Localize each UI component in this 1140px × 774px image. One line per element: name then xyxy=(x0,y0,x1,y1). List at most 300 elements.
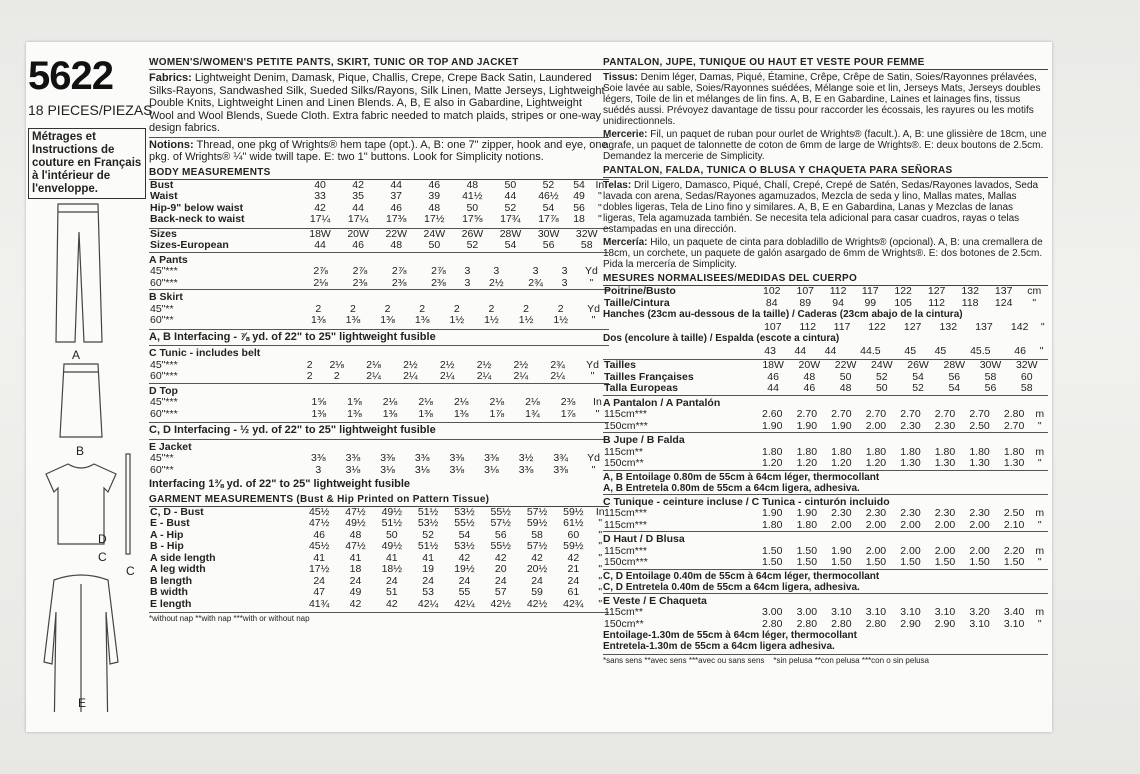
cell-value: 2½ xyxy=(476,358,492,371)
cell-value: 56 xyxy=(573,201,585,214)
mesures-header: MESURES NORMALISEES/MEDIDAS DEL CUERPO xyxy=(603,272,1048,286)
row-label: E length xyxy=(150,597,192,610)
cell-value: 2½ xyxy=(489,276,504,289)
cell-value: 55½ xyxy=(490,505,511,518)
cell-value: 44 xyxy=(767,382,779,394)
yardage-table xyxy=(603,409,1048,432)
cell-value: 42 xyxy=(385,597,398,610)
cell-value: 49½ xyxy=(381,540,402,552)
cell-value: 2 xyxy=(453,302,460,315)
yardage-table xyxy=(149,397,609,420)
cell-value: 59½ xyxy=(563,540,584,552)
table-row xyxy=(149,541,609,553)
cell-value: 1.80 xyxy=(865,445,887,458)
cell-value: 24 xyxy=(458,574,471,587)
cell-value: 24 xyxy=(422,574,434,587)
cell-value: 48 xyxy=(428,201,441,214)
cell-value: 57½ xyxy=(526,540,548,552)
cell-value: 59½ xyxy=(526,517,548,529)
unit: " xyxy=(597,213,602,225)
row-label: 45"*** xyxy=(150,265,178,277)
cell-value: 35 xyxy=(352,190,364,202)
cell-value: 24 xyxy=(313,574,325,587)
row-label: 60"*** xyxy=(150,276,178,289)
table-row xyxy=(603,607,1048,619)
cell-value: 2.90 xyxy=(934,617,956,630)
cell-value: 2 xyxy=(488,302,495,315)
dos-label: Dos (encolure à taille) / Espalda (escote a cintura) xyxy=(603,333,840,344)
cell-value: 57½ xyxy=(490,517,511,529)
cell-value: 18½ xyxy=(381,563,402,575)
row-label: 45"** xyxy=(150,452,174,464)
cell-value: 2¾ xyxy=(550,358,565,371)
cell-value: 56 xyxy=(984,382,997,394)
cell-value: 42 xyxy=(567,551,580,564)
cell-value: 1⅜ xyxy=(380,314,395,326)
table-row xyxy=(149,191,609,203)
cell-value: 57½ xyxy=(526,505,548,518)
cell-value: 43 xyxy=(764,344,776,357)
cell-value: 3.10 xyxy=(969,617,990,630)
notions-text: Notions: Thread, one pkg of Wrights® hem tape (opt.). A, B: one 7" zipper, hook and eye, one pkg. of Wrights® ¼" wide twill tape. E: two 1" buttons. Look for Simplicity notions. xyxy=(149,138,608,163)
cell-value: 2.00 xyxy=(831,518,852,531)
entretela-e: Entretela-1.30m de 55cm a 64cm ligera adhesiva. xyxy=(603,641,835,652)
cell-value: 105 xyxy=(894,296,912,309)
cell-value: 112 xyxy=(799,320,817,333)
cell-value: 20½ xyxy=(526,563,548,575)
unit xyxy=(1045,383,1048,395)
row-label: 60"** xyxy=(150,314,174,326)
cell-value: 46½ xyxy=(538,190,559,202)
yardage-e xyxy=(149,439,609,477)
dos-table xyxy=(603,346,1048,358)
cell-value: 45½ xyxy=(308,540,330,552)
unit xyxy=(1045,372,1048,384)
cell-value: 61 xyxy=(567,586,580,598)
cell-value: 1.90 xyxy=(796,419,818,432)
cell-value: 1.90 xyxy=(831,419,852,432)
cell-value: 142 xyxy=(1010,320,1029,333)
cell-value: 57 xyxy=(494,586,507,598)
spanish-title: PANTALON, FALDA, TUNICA O BLUSA Y CHAQUETA PARA SEÑORAS xyxy=(603,164,1048,178)
cell-value: 3 xyxy=(532,265,539,277)
cell-value: 3⅜ xyxy=(380,452,395,464)
unit: " xyxy=(589,276,594,289)
cell-value: 1.80 xyxy=(900,445,921,458)
row-label: B - Hip xyxy=(150,540,184,552)
cell-value: 2.60 xyxy=(762,408,783,420)
cell-value: 2.10 xyxy=(1003,518,1025,531)
table-row xyxy=(149,564,609,576)
cell-value: 2½ xyxy=(439,358,455,371)
cell-value: 17⅜ xyxy=(385,213,407,225)
view-a-label: A xyxy=(72,348,81,362)
cell-value: 2.70 xyxy=(831,408,852,420)
cell-value: 1.20 xyxy=(865,457,887,469)
cell-value: 47½ xyxy=(345,540,366,552)
cell-value: 2 xyxy=(523,302,529,315)
body-measurements-table xyxy=(149,180,609,226)
cell-value: 49½ xyxy=(345,517,366,529)
cell-value: 3⅜ xyxy=(311,452,326,464)
unit: Yd xyxy=(587,452,600,464)
cell-value: 44 xyxy=(390,178,402,191)
cell-value: 2 xyxy=(557,302,564,315)
cell-value: 24 xyxy=(349,574,362,587)
cell-value: 58 xyxy=(580,239,593,251)
cell-value: 48 xyxy=(803,370,816,383)
view-sketches xyxy=(26,192,146,712)
cell-value: 26W xyxy=(907,359,929,371)
cell-value: 2.70 xyxy=(796,408,818,420)
cell-value: 1.50 xyxy=(762,544,783,557)
row-label: E - Bust xyxy=(150,517,190,529)
cell-value: 1⅜ xyxy=(311,407,327,420)
cell-value: 49½ xyxy=(381,505,402,518)
cell-value: 59½ xyxy=(563,505,584,518)
cell-value: 42½ xyxy=(526,597,548,610)
cell-value: 32W xyxy=(575,227,598,240)
cell-value: 2½ xyxy=(403,358,418,371)
cell-value: 2.80 xyxy=(865,617,887,630)
unit: " xyxy=(598,528,603,541)
unit: " xyxy=(1037,518,1042,531)
cell-value: 51 xyxy=(385,586,398,598)
cell-value: 1.50 xyxy=(900,556,921,568)
cell-value: 41 xyxy=(349,551,362,564)
unit: Yd xyxy=(586,358,599,371)
cell-value: 39 xyxy=(428,190,441,202)
unit: " xyxy=(1032,296,1037,309)
yardage-ab xyxy=(149,252,609,327)
cell-value: 1.80 xyxy=(796,518,818,531)
cell-value: 2.50 xyxy=(1003,507,1025,519)
cell-value: 3 xyxy=(561,265,568,277)
table-row xyxy=(149,465,609,477)
cell-value: 42¼ xyxy=(454,597,475,610)
cell-value: 3.10 xyxy=(1003,617,1025,630)
cell-value: 58 xyxy=(984,370,997,383)
unit: In xyxy=(595,505,605,518)
yardage-view-title: E Veste / E Chaqueta xyxy=(603,593,1048,608)
cell-value: 20W xyxy=(798,359,821,371)
garment-measurements-header: GARMENT MEASUREMENTS (Bust & Hip Printed on Pattern Tissue) xyxy=(149,493,609,507)
cell-value: 3.10 xyxy=(934,606,956,618)
yardage-view-title: C Tunic - includes belt xyxy=(149,345,609,360)
cell-value: 1½ xyxy=(518,314,534,326)
cell-value: 1⅜ xyxy=(418,407,433,420)
cell-value: 52 xyxy=(875,370,888,383)
cell-value: 60 xyxy=(567,528,580,541)
cell-value: 1⅝ xyxy=(311,396,327,408)
cell-value: 24 xyxy=(531,574,543,587)
view-c-belt-label: C xyxy=(126,564,135,578)
cell-value: 1⅜ xyxy=(311,314,326,326)
english-column xyxy=(149,56,609,623)
table-row xyxy=(603,619,1048,631)
row-label: Sizes xyxy=(150,227,177,240)
table-row xyxy=(149,371,609,383)
unit: " xyxy=(595,407,600,420)
cell-value: 59 xyxy=(531,586,543,598)
entoilage-cd: C, D Entoilage 0.40m de 55cm à 64cm léger, thermocollant xyxy=(603,569,1048,582)
cell-value: 2 xyxy=(315,302,322,315)
cell-value: 45.5 xyxy=(970,344,991,357)
cell-value: 2.80 xyxy=(796,617,818,630)
cell-value: 49 xyxy=(349,586,362,598)
unit: " xyxy=(591,463,596,476)
cell-value: 48 xyxy=(390,239,403,251)
cell-value: 2.70 xyxy=(969,408,990,420)
table-row xyxy=(149,518,609,530)
french-instructions-note: Métrages et Instructions de couture en Français à l'intérieur de l'enveloppe. xyxy=(28,128,146,199)
cell-value: 3.00 xyxy=(796,606,818,618)
cell-value: 2⅛ xyxy=(453,396,469,408)
french-title: PANTALON, JUPE, TUNIQUE OU HAUT ET VESTE POUR FEMME xyxy=(603,56,1048,70)
cell-value: 132 xyxy=(961,285,979,297)
cell-value: 46 xyxy=(767,370,779,383)
row-label: 45"** xyxy=(150,302,174,315)
cell-value: 53 xyxy=(422,586,434,598)
cell-value: 124 xyxy=(994,296,1013,309)
row-label: Bust xyxy=(150,178,174,191)
row-label: 115cm*** xyxy=(604,408,647,420)
cell-value: 17¼ xyxy=(309,213,331,225)
cell-value: 3 xyxy=(561,276,568,289)
yardage-cd xyxy=(149,345,609,420)
row-label: B width xyxy=(150,586,188,598)
cell-value: 2⅞ xyxy=(431,265,446,277)
cell-value: 54 xyxy=(504,239,517,251)
cell-value: 2.30 xyxy=(900,507,921,519)
cell-value: 2 xyxy=(350,302,356,315)
cell-value: 19 xyxy=(422,563,434,575)
pieces-count: 18 PIECES/PIEZAS xyxy=(28,102,153,118)
telas-text: Telas: Dril Ligero, Damasco, Piqué, Chalí, Crepé, Crepé de Satén, Sedas/Rayones lavados, Seda lavada con arena, Sedas/Rayones agamuzados, Mezcla de seda y lino, Mallas mates, Mallas dobles ligeras, Tela de Lino fino y similares. A, B, E en Gabardina, Lanas y Mezclas de lanas ligeras, Tela agamuzada también. Se necesita tela adicional para casar cuadros, rayas o telas estampadas en una dirección. xyxy=(603,180,1039,235)
cell-value: 48 xyxy=(466,178,479,191)
entretela-cd: C, D Entretela 0.40m de 55cm a 64cm ligera, adhesiva. xyxy=(603,581,860,593)
entoilage-ab: A, B Entoilage 0.80m de 55cm à 64cm léger, thermocollant xyxy=(603,470,1048,483)
cell-value: 3.40 xyxy=(1003,606,1025,618)
cell-value: 42 xyxy=(352,178,364,191)
unit: " xyxy=(598,574,603,587)
cell-value: 44 xyxy=(824,344,837,357)
unit: m xyxy=(1035,606,1045,618)
cell-value: 18W xyxy=(309,227,331,240)
tissus-text: Tissus: Denim léger, Damas, Piqué, Étamine, Crêpe, Crêpe de Satin, Soies/Rayonnes prélavées, Soie lavée au sable, Soies/Rayonnes suédées, Mélange soie et lin, Jerseys Mats, Jerseys doubles légers, Toile de lin et mélanges de lin fins. A, B, E en Gabardine, Laines et lainages fins, tissus suédés aussi. Prévoyez davantage de tissu pour raccorder les écossais, les rayures ou les motifs unidirectionnels. xyxy=(603,72,1041,127)
cell-value: 117 xyxy=(861,285,879,297)
cell-value: 3⅜ xyxy=(518,463,534,476)
cell-value: 3.00 xyxy=(762,606,783,618)
cell-value: 2.30 xyxy=(934,419,956,432)
cell-value: 3 xyxy=(464,276,471,289)
cell-value: 53½ xyxy=(417,517,439,529)
cell-value: 47½ xyxy=(308,517,330,529)
cell-value: 42½ xyxy=(490,597,511,610)
cell-value: 1.90 xyxy=(796,507,818,519)
unit: " xyxy=(598,540,603,552)
cell-value: 2.80 xyxy=(831,617,852,630)
cell-value: 127 xyxy=(927,285,946,297)
yardage-view-title: D Top xyxy=(149,383,609,398)
cell-value: 17¾ xyxy=(500,213,521,225)
cell-value: 42 xyxy=(349,597,362,610)
cell-value: 3⅜ xyxy=(414,452,430,464)
row-label: Hip-9" below waist xyxy=(150,201,244,214)
cell-value: 2.80 xyxy=(1003,408,1025,420)
cell-value: 1.80 xyxy=(1003,445,1025,458)
table-row xyxy=(603,383,1048,395)
cell-value: 3.20 xyxy=(969,606,990,618)
cell-value: 54 xyxy=(912,370,924,383)
cell-value: 2.80 xyxy=(762,617,783,630)
row-label: 115cm*** xyxy=(604,544,647,557)
table-row xyxy=(603,421,1048,433)
table-row xyxy=(149,409,609,421)
cell-value: 40 xyxy=(314,178,326,191)
cell-value: 2⅞ xyxy=(391,265,407,277)
cell-value: 42 xyxy=(531,551,543,564)
cell-value: 51½ xyxy=(381,517,402,529)
metrage-e xyxy=(603,593,1048,631)
table-row xyxy=(149,453,609,465)
cell-value: 1.50 xyxy=(831,556,852,568)
cell-value: 2.00 xyxy=(900,544,921,557)
cell-value: 2.30 xyxy=(900,419,921,432)
pattern-number: 5622 xyxy=(28,54,113,98)
cell-value: 50 xyxy=(839,370,852,383)
cell-value: 52 xyxy=(912,382,924,394)
cell-value: 102 xyxy=(762,285,781,297)
cell-value: 1.50 xyxy=(934,556,956,568)
unit: " xyxy=(598,563,603,575)
cell-value: 2¼ xyxy=(550,370,565,382)
cell-value: 2.70 xyxy=(865,408,887,420)
cell-value: 1.50 xyxy=(796,556,818,568)
cell-value: 1.50 xyxy=(1003,556,1025,568)
unit: " xyxy=(590,370,595,382)
unit: " xyxy=(598,517,603,529)
yardage-table xyxy=(603,508,1048,531)
tailles-table xyxy=(603,359,1048,395)
cell-value: 107 xyxy=(764,320,782,333)
cell-value: 2.50 xyxy=(969,419,990,432)
table-row xyxy=(149,304,609,316)
row-label: Waist xyxy=(150,190,178,202)
cell-value: 1⅞ xyxy=(560,407,576,420)
view-d-label: D xyxy=(98,532,107,546)
cell-value: 50 xyxy=(466,201,479,214)
cell-value: 50 xyxy=(875,382,888,394)
cell-value: 2 xyxy=(306,358,313,371)
cell-value: 41 xyxy=(422,551,434,564)
cell-value: 1.20 xyxy=(762,457,783,469)
yardage-view-title: C Tunique - ceinture incluse / C Tunica - cinturón incluido xyxy=(603,494,1048,509)
cell-value: 2.30 xyxy=(831,507,852,519)
table-row xyxy=(149,599,609,611)
english-footnote: *without nap **with nap ***with or without nap xyxy=(149,612,609,623)
row-label: Poitrine/Busto xyxy=(604,285,676,297)
cell-value: 54 xyxy=(542,201,555,214)
cell-value: 2.00 xyxy=(934,518,956,531)
row-label: Talla Europeas xyxy=(604,382,678,394)
cell-value: 42 xyxy=(314,201,326,214)
cell-value: 51½ xyxy=(417,505,439,518)
cell-value: 137 xyxy=(975,320,993,333)
unit: Yd xyxy=(584,265,598,277)
cell-value: 56 xyxy=(542,239,555,251)
cell-value: 2⅛ xyxy=(418,396,433,408)
cell-value: 24 xyxy=(494,574,507,587)
unit: " xyxy=(1039,344,1044,357)
cell-value: 2⅞ xyxy=(352,265,368,277)
cell-value: 1½ xyxy=(449,314,465,326)
unit: " xyxy=(591,314,596,326)
hanches-label: Hanches (23cm au-dessous de la taille) / Caderas (23cm abajo de la cintura) xyxy=(603,309,963,320)
cell-value: 1.80 xyxy=(969,445,990,458)
cell-value: 22W xyxy=(834,359,857,371)
cell-value: 46 xyxy=(352,239,364,251)
cell-value: 17¼ xyxy=(347,213,369,225)
cell-value: 3 xyxy=(315,463,322,476)
cell-value: 24 xyxy=(567,574,580,587)
cell-value: 3⅛ xyxy=(414,463,430,476)
cell-value: 55 xyxy=(458,586,471,598)
view-a-pants-sketch xyxy=(56,204,102,342)
cell-value: 118 xyxy=(961,296,979,309)
cell-value: 1.80 xyxy=(762,518,783,531)
cell-value: 55½ xyxy=(454,517,475,529)
table-row xyxy=(603,286,1048,298)
cell-value: 21 xyxy=(567,563,580,575)
cell-value: 42¼ xyxy=(417,597,439,610)
cell-value: 1.20 xyxy=(796,457,818,469)
cell-value: 56 xyxy=(948,370,961,383)
cell-value: 45 xyxy=(934,344,947,357)
cell-value: 2⅜ xyxy=(560,396,576,408)
unit: m xyxy=(1035,408,1045,420)
interfacing-e: Interfacing 1⅜ yd. of 22" to 25" lightweight fusible xyxy=(149,478,411,490)
cell-value: 89 xyxy=(799,296,812,309)
cell-value: 30W xyxy=(537,227,560,240)
cell-value: 1.20 xyxy=(831,457,852,469)
cell-value: 3⅜ xyxy=(449,452,465,464)
unit xyxy=(1045,360,1048,372)
cell-value: 46 xyxy=(428,178,441,191)
cell-value: 1¾ xyxy=(525,407,540,420)
unit: " xyxy=(598,597,603,610)
cell-value: 24W xyxy=(871,359,893,371)
cell-value: 107 xyxy=(796,285,815,297)
row-label: 150cm** xyxy=(604,457,644,469)
cell-value: 2½ xyxy=(513,358,529,371)
interfacing-ab: A, B Interfacing - ⅞ yd. of 22" to 25" lightweight fusible xyxy=(149,329,609,344)
row-label: 115cm** xyxy=(604,606,643,618)
cell-value: 1.30 xyxy=(1003,457,1025,469)
row-label: 60"*** xyxy=(150,407,178,420)
cell-value: 1⅜ xyxy=(345,314,361,326)
cell-value: 3.10 xyxy=(831,606,852,618)
cell-value: 1.90 xyxy=(762,419,783,432)
cell-value: 1.80 xyxy=(796,445,818,458)
cell-value: 44 xyxy=(504,190,517,202)
entretela-ab: A, B Entretela 0.80m de 55cm a 64cm ligera, adhesiva. xyxy=(603,482,860,494)
row-label: 45"*** xyxy=(150,358,178,371)
cell-value: 30W xyxy=(979,359,1002,371)
table-row xyxy=(603,298,1048,310)
cell-value: 19½ xyxy=(454,563,475,575)
cell-value: 2⅞ xyxy=(313,265,328,277)
